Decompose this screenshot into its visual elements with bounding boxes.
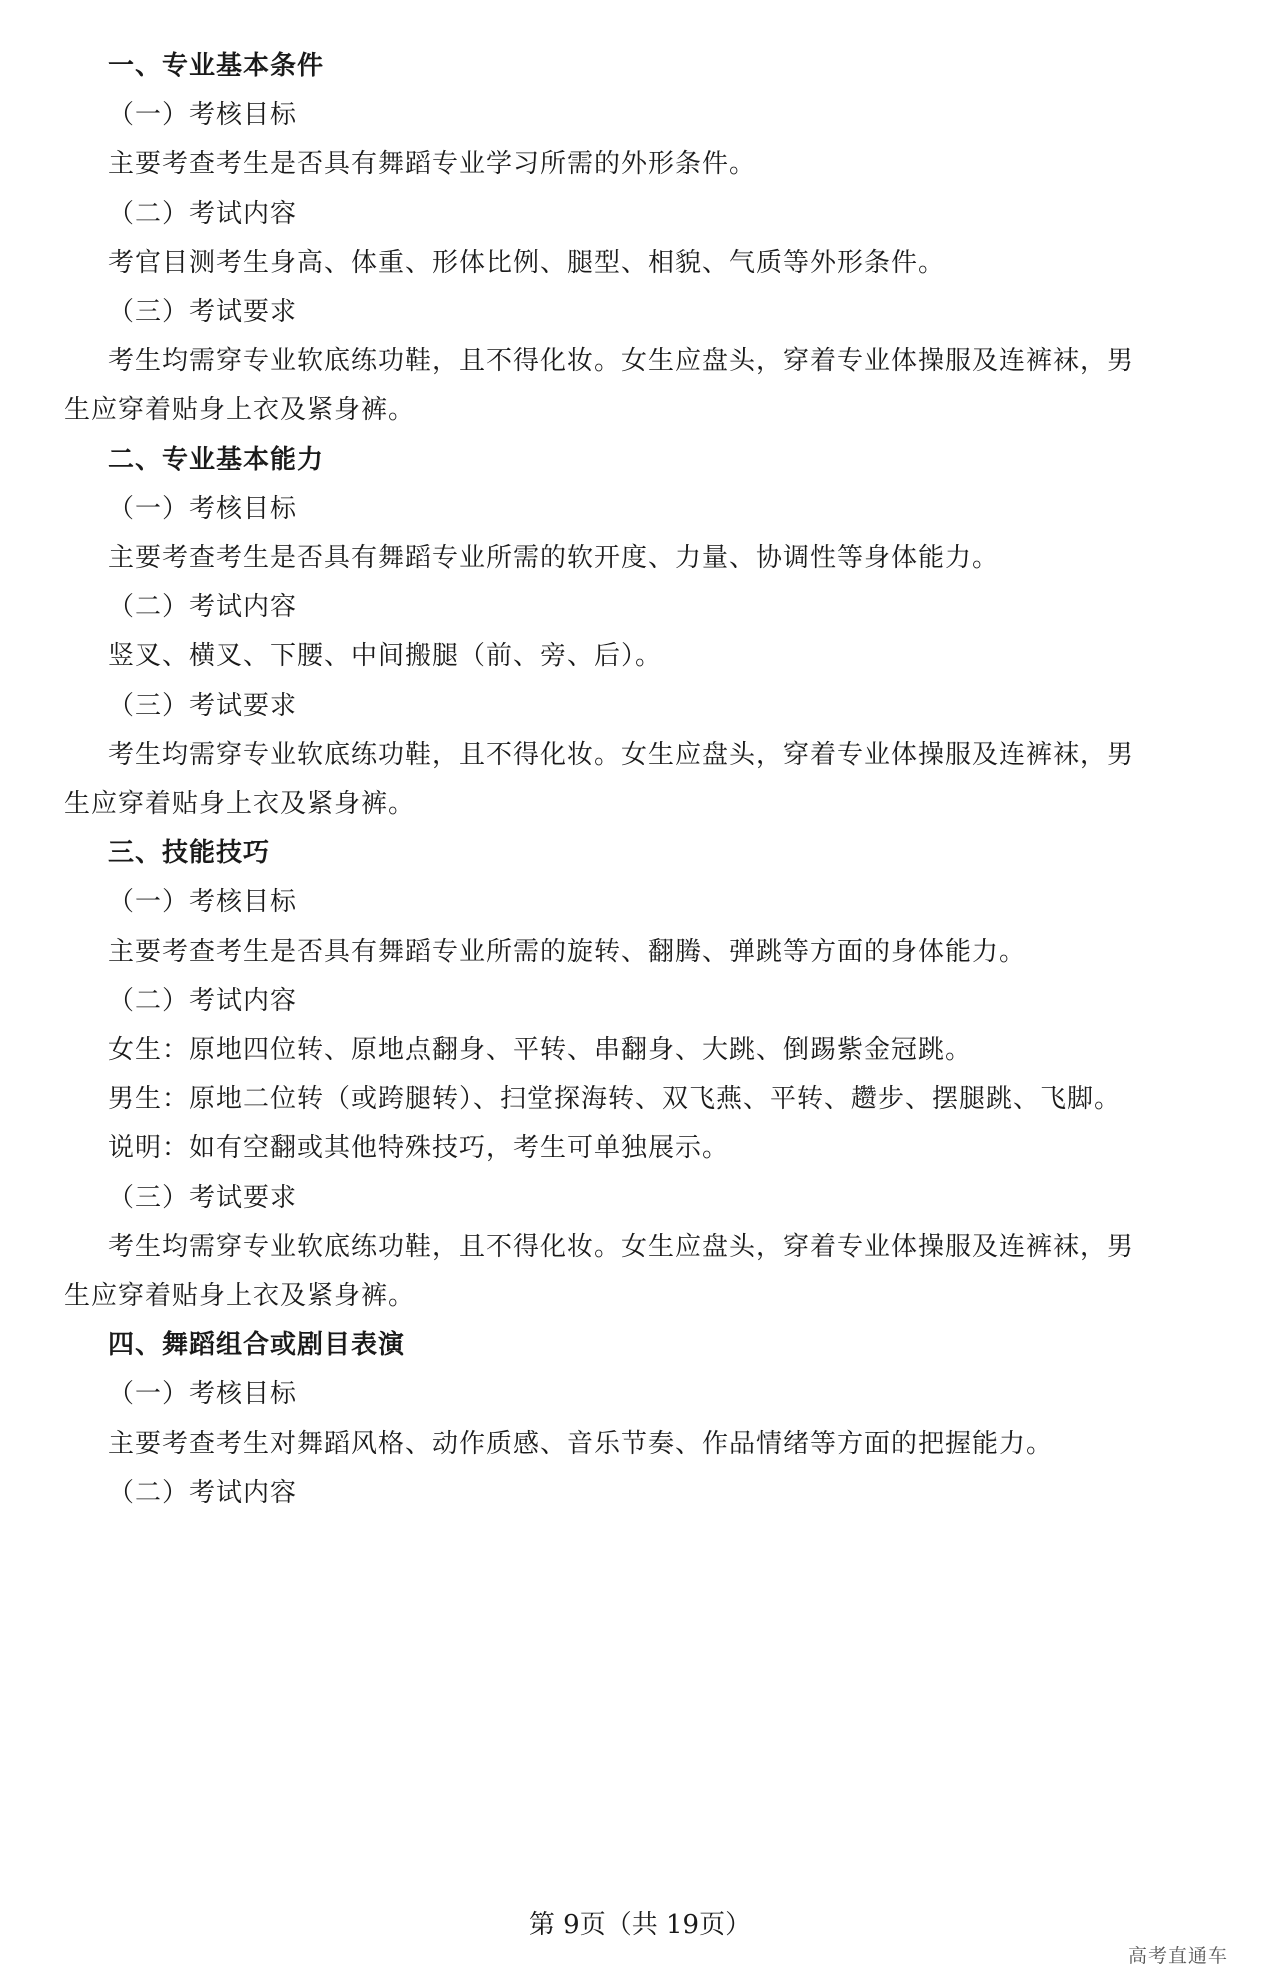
page-number: 第 9页（共 19页）	[528, 1910, 752, 1940]
subsection-heading: （二）考试内容	[108, 986, 298, 1016]
subsection-heading: （三）考试要求	[108, 297, 298, 327]
subsection-heading: （一）考核目标	[108, 100, 298, 130]
subsection-heading: （一）考核目标	[108, 1379, 298, 1409]
subsection-heading: （三）考试要求	[108, 1183, 298, 1213]
paragraph-line: 考生均需穿专业软底练功鞋，且不得化妆。女生应盘头，穿着专业体操服及连裤袜，男	[108, 1232, 1135, 1262]
paragraph-line: 主要考查考生对舞蹈风格、动作质感、音乐节奏、作品情绪等方面的把握能力。	[108, 1429, 1054, 1459]
subsection-heading: （二）考试内容	[108, 592, 298, 622]
watermark-text: 高考直通车	[1128, 1945, 1229, 1967]
subsection-heading: （二）考试内容	[108, 1478, 298, 1508]
paragraph-line: 女生：原地四位转、原地点翻身、平转、串翻身、大跳、倒踢紫金冠跳。	[108, 1035, 973, 1065]
subsection-heading: （二）考试内容	[108, 199, 298, 229]
section-heading: 二、专业基本能力	[108, 445, 325, 475]
paragraph-line: 生应穿着贴身上衣及紧身裤。	[64, 789, 416, 819]
subsection-heading: （三）考试要求	[108, 691, 298, 721]
section-heading: 一、专业基本条件	[108, 51, 325, 81]
subsection-heading: （一）考核目标	[108, 494, 298, 524]
section-heading: 四、舞蹈组合或剧目表演	[108, 1330, 406, 1360]
section-heading: 三、技能技巧	[108, 838, 271, 868]
paragraph-line: 考官目测考生身高、体重、形体比例、腿型、相貌、气质等外形条件。	[108, 248, 946, 278]
paragraph-line: 生应穿着贴身上衣及紧身裤。	[64, 395, 416, 425]
paragraph-line: 考生均需穿专业软底练功鞋，且不得化妆。女生应盘头，穿着专业体操服及连裤袜，男	[108, 740, 1135, 770]
paragraph-line: 考生均需穿专业软底练功鞋，且不得化妆。女生应盘头，穿着专业体操服及连裤袜，男	[108, 346, 1135, 376]
paragraph-line: 主要考查考生是否具有舞蹈专业所需的旋转、翻腾、弹跳等方面的身体能力。	[108, 937, 1027, 967]
paragraph-line: 主要考查考生是否具有舞蹈专业学习所需的外形条件。	[108, 149, 757, 179]
paragraph-line: 生应穿着贴身上衣及紧身裤。	[64, 1281, 416, 1311]
subsection-heading: （一）考核目标	[108, 887, 298, 917]
paragraph-line: 男生：原地二位转（或跨腿转）、扫堂探海转、双飞燕、平转、趱步、摆腿跳、飞脚。	[108, 1084, 1122, 1114]
paragraph-line: 说明：如有空翻或其他特殊技巧，考生可单独展示。	[108, 1133, 730, 1163]
paragraph-line: 主要考查考生是否具有舞蹈专业所需的软开度、力量、协调性等身体能力。	[108, 543, 1000, 573]
paragraph-line: 竖叉、横叉、下腰、中间搬腿（前、旁、后）。	[108, 641, 663, 671]
